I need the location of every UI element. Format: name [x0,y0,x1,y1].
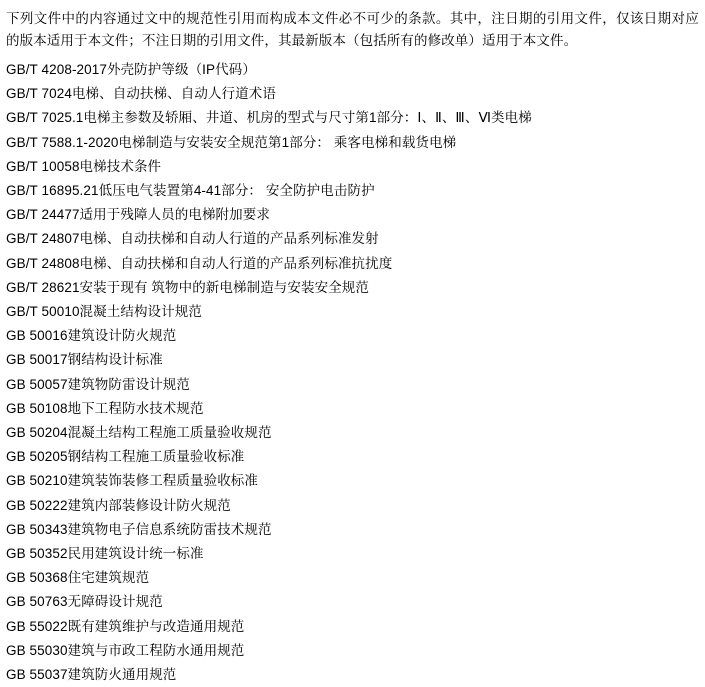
list-item: GB/T 4208-2017外壳防护等级（IP代码） [6,62,256,77]
list-item: GB/T 7025.1电梯主参数及轿厢、井道、机房的型式与尺寸第1部分：Ⅰ、Ⅱ、Ⅲ、Ⅵ类电梯 [6,110,532,126]
list-item: GB/T 10058电梯技术条件 [6,158,162,174]
list-item: GB 50108地下工程防水技术规范 [6,400,204,416]
list-item: GB 55037建筑防火通用规范 [6,667,177,683]
list-item: GB/T 50010混凝土结构设计规范 [6,304,202,320]
list-item: GB/T 24808电梯、自动扶梯和自动人行道的产品系列标准抗扰度 [6,255,393,271]
list-item: GB 50343建筑物电子信息系统防雷技术规范 [6,521,272,537]
list-item: GB 50368住宅建筑规范 [6,570,150,586]
list-item: GB/T 24477适用于残障人员的电梯附加要求 [6,207,270,223]
normative-references-list [6,58,699,687]
normative-references-intro: 下列文件中的内容通过文中的规范性引用而构成本文件必不可少的条款。其中，注日期的引用文件，仅该日期对应的版本适用于本文件；不注日期的引用文件，其最新版本（包括所有的修改单）适用于本文件。 [6,11,699,48]
list-item: GB/T 7024电梯、自动扶梯、自动人行道术语 [6,86,276,102]
list-item: GB 50017钢结构设计标准 [6,352,163,368]
list-item: GB 55030建筑与市政工程防水通用规范 [6,642,245,658]
list-item: GB/T 28621安装于现有 筑物中的新电梯制造与安装安全规范 [6,279,369,295]
list-item: GB/T 16895.21低压电气装置第4-41部分： 安全防护电击防护 [6,183,375,199]
list-item: GB 50205钢结构工程施工质量验收标准 [6,449,245,465]
list-item: GB 50057建筑物防雷设计规范 [6,376,190,392]
list-item: GB/T 24807电梯、自动扶梯和自动人行道的产品系列标准发射 [6,231,379,247]
list-item: GB 50352民用建筑设计统一标准 [6,546,204,562]
list-item: GB 50763无障碍设计规范 [6,594,163,610]
list-item: GB 50222建筑内部装修设计防火规范 [6,497,231,513]
list-item: GB 50204混凝土结构工程施工质量验收规范 [6,425,272,441]
list-item: GB 50210建筑装饰装修工程质量验收标准 [6,473,258,489]
list-item: GB 55022既有建筑维护与改造通用规范 [6,618,245,634]
list-item: GB/T 7588.1-2020电梯制造与安装安全规范第1部分： 乘客电梯和载货电梯 [6,134,457,150]
list-item: GB 50016建筑设计防火规范 [6,328,177,344]
